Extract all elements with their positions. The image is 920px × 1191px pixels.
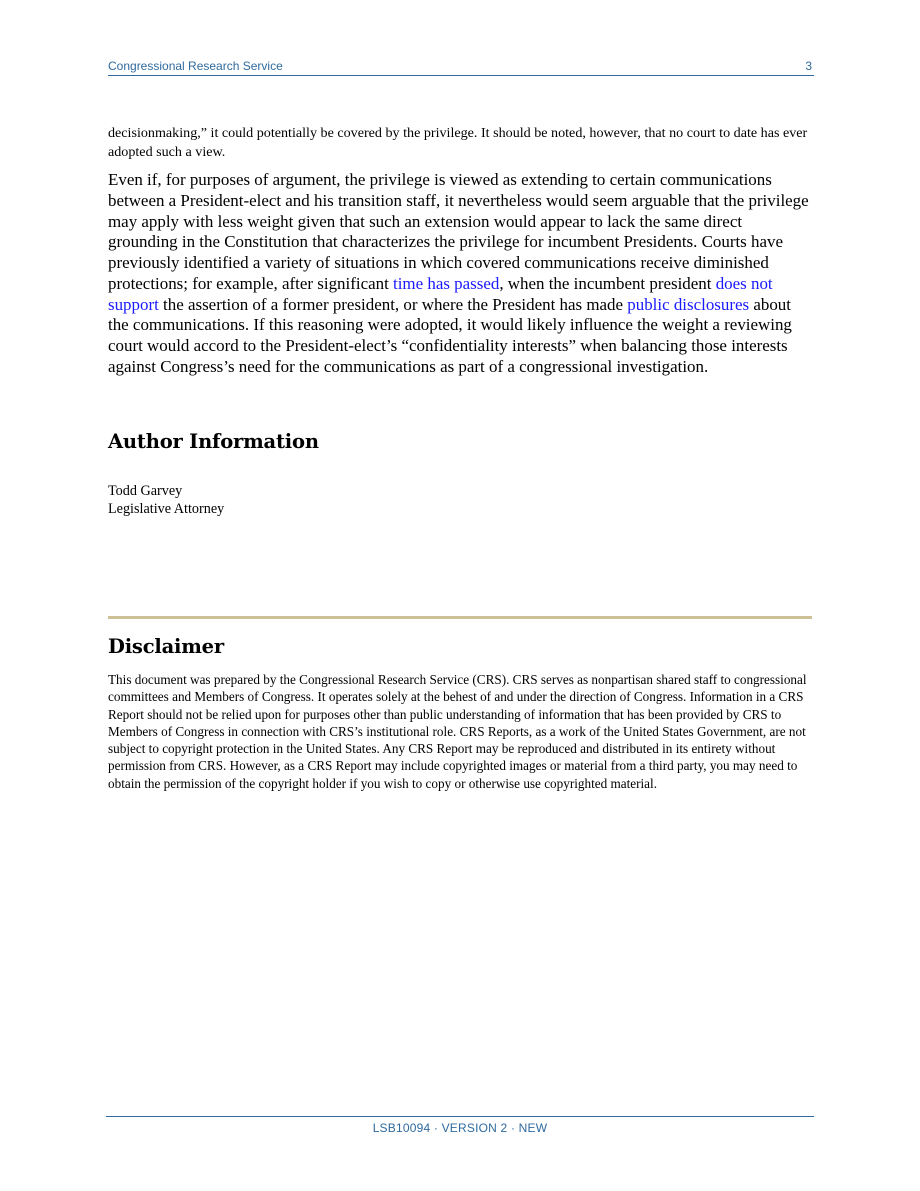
author-name: Todd Garvey [108, 483, 183, 499]
footer-document-id: LSB10094 · VERSION 2 · NEW [372, 1121, 548, 1135]
main-paragraph-text-4: about the communications. If this reasoning were adopted, it would likely influence the weight a reviewing court would accord to the President-elect’s “confidentiality interests” when balancing those interests against Congress’s need for the communications as part of a congressional investigation. [108, 294, 792, 376]
author-information-heading: Author Information [108, 430, 319, 453]
disclaimer-text: This document was prepared by the Congressional Research Service (CRS). CRS serves as nonpartisan shared staff to congressional committees and Members of Congress. It operates solely at the behest of and under the direction of Congress. Information in a CRS Report should not be relied upon for purposes other than public understanding of information that has been provided by CRS to Members of Congress in connection with CRS’s institutional role. CRS Reports, as a work of the United States Government, are not subject to copyright protection in the United States. Any CRS Report may be reproduced and distributed in its entirety without permission from CRS. However, as a CRS Report may include copyrighted images or material from a third party, you may need to obtain the permission of the copyright holder if you wish to copy or otherwise use copyrighted material. [108, 672, 807, 791]
page-footer [106, 1116, 814, 1135]
link-public-disclosures[interactable]: public disclosures [627, 294, 750, 314]
main-paragraph-text-3: the assertion of a former president, or where the President has made [158, 294, 628, 314]
page-header [108, 58, 814, 76]
author-title: Legislative Attorney [108, 501, 225, 517]
link-does-not-support[interactable]: does not support [108, 273, 773, 314]
link-time-has-passed[interactable]: time has passed [393, 273, 500, 293]
intro-paragraph: decisionmaking,” it could potentially be covered by the privilege. It should be noted, however, that no court to date has ever adopted such a view. [108, 125, 808, 160]
section-divider [108, 616, 812, 619]
header-organization: Congressional Research Service [108, 59, 283, 73]
main-paragraph [108, 170, 814, 378]
author-block [108, 482, 224, 518]
main-paragraph-text-1: Even if, for purposes of argument, the privilege is viewed as extending to certain communications between a President-elect and his transition staff, it nevertheless would seem arguable that the privilege may apply with less weight given that such an extension would appear to lack the same direct grounding in the Constitution that characterizes the privilege for incumbent Presidents. Courts have previously identified a variety of situations in which covered communications receive diminished protections; for example, after significant [108, 170, 809, 293]
disclaimer-heading: Disclaimer [108, 635, 224, 658]
header-page-number: 3 [805, 59, 812, 73]
main-paragraph-text-2: , when the incumbent president [499, 273, 716, 293]
